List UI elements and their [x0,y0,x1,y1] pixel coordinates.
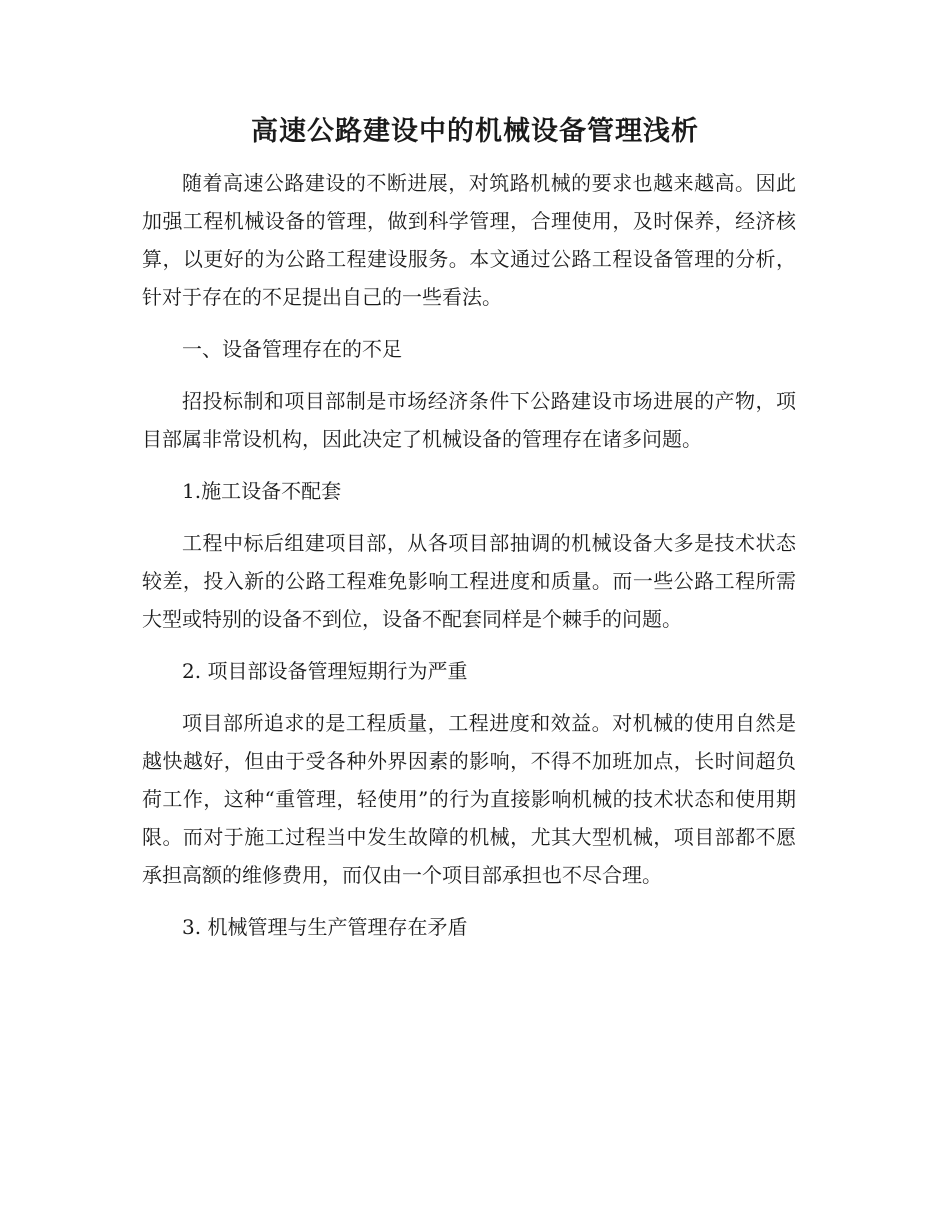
subheading-3: 3. 机械管理与生产管理存在矛盾 [182,915,468,939]
subheading-2: 2. 项目部设备管理短期行为严重 [182,659,468,683]
paragraph-equipment-mismatch: 工程中标后组建项目部，从各项目部抽调的机械设备大多是技术状态较差，投入新的公路工程难免影响工程进度和质量。而一些公路工程所需大型或特别的设备不到位，设备不配套同样是个棘手的问题。 [142,531,796,631]
document-body [142,164,796,946]
document-title: 高速公路建设中的机械设备管理浅析 [251,116,699,147]
section-heading-shortcomings: 一、设备管理存在的不足 [182,337,402,361]
intro-paragraph: 随着高速公路建设的不断进展，对筑路机械的要求也越来越高。因此加强工程机械设备的管理，做到科学管理，合理使用，及时保养，经济核算，以更好的为公路工程建设服务。本文通过公路工程设备管理的分析，针对于存在的不足提出自己的一些看法。 [142,171,796,309]
subheading-1: 1.施工设备不配套 [182,479,342,503]
paragraph-bidding-system: 招投标制和项目部制是市场经济条件下公路建设市场进展的产物，项目部属非常设机构，因此决定了机械设备的管理存在诸多问题。 [142,389,796,451]
paragraph-short-term-behavior: 项目部所追求的是工程质量，工程进度和效益。对机械的使用自然是越快越好，但由于受各种外界因素的影响，不得不加班加点，长时间超负荷工作，这种“重管理，轻使用”的行为直接影响机械的技术状态和使用期限。而对于施工过程当中发生故障的机械，尤其大型机械，项目部都不愿承担高额的维修费用，而仅由一个项目部承担也不尽合理。 [142,711,796,887]
